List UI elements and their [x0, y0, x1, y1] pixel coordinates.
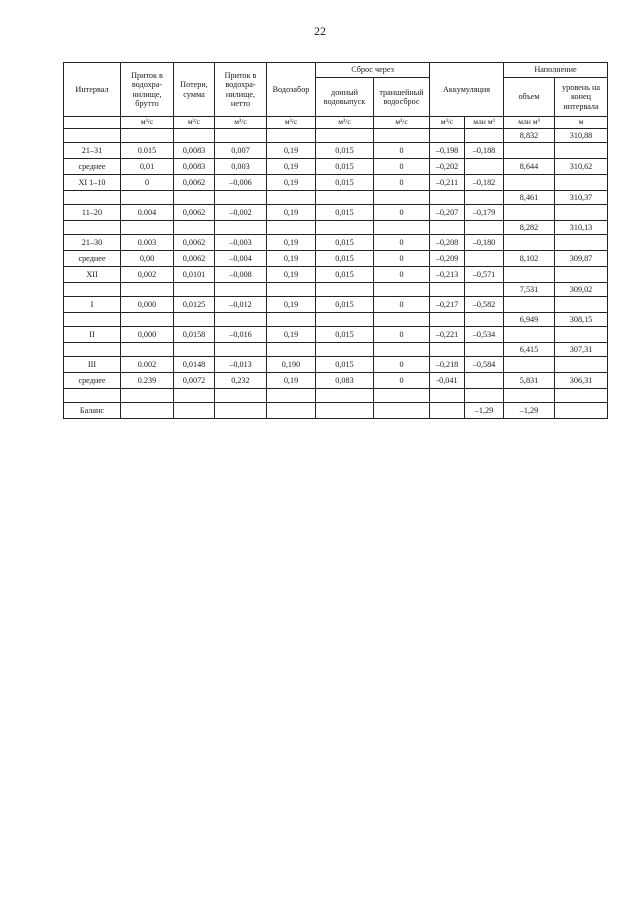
header-volume: объем — [504, 78, 555, 117]
inflow-gross-cell — [121, 129, 174, 143]
volume-cell: 8,644 — [504, 159, 555, 175]
spillway-cell — [374, 129, 430, 143]
accumulation-flow-cell — [430, 389, 465, 403]
volume-cell — [504, 327, 555, 343]
level-cell — [555, 389, 608, 403]
table-row — [64, 343, 608, 357]
inflow-net-cell: 0,007 — [215, 143, 267, 159]
intake-cell: 0,19 — [267, 143, 316, 159]
inflow-gross-cell: 0,002 — [121, 267, 174, 283]
losses-cell: 0,0125 — [174, 297, 215, 313]
spillway-cell — [374, 403, 430, 419]
bottom-outlet-cell: 0,015 — [316, 143, 374, 159]
losses-cell — [174, 221, 215, 235]
intake-cell: 0,19 — [267, 159, 316, 175]
accumulation-volume-cell: –0,534 — [465, 327, 504, 343]
units-cell: м³/с — [316, 117, 374, 129]
bottom-outlet-cell — [316, 313, 374, 327]
accumulation-flow-cell: –0,213 — [430, 267, 465, 283]
accumulation-volume-cell — [465, 221, 504, 235]
inflow-gross-cell — [121, 343, 174, 357]
spillway-cell — [374, 343, 430, 357]
inflow-net-cell: –0,008 — [215, 267, 267, 283]
table-body — [64, 129, 608, 419]
spillway-cell: 0 — [374, 297, 430, 313]
interval-cell: XII — [64, 267, 121, 283]
level-cell — [555, 205, 608, 221]
bottom-outlet-cell — [316, 221, 374, 235]
accumulation-volume-cell: –0,582 — [465, 297, 504, 313]
accumulation-volume-cell — [465, 313, 504, 327]
accumulation-volume-cell — [465, 343, 504, 357]
interval-cell — [64, 283, 121, 297]
accumulation-volume-cell: –0,179 — [465, 205, 504, 221]
accumulation-flow-cell — [430, 129, 465, 143]
volume-cell: 7,531 — [504, 283, 555, 297]
losses-cell: 0,0101 — [174, 267, 215, 283]
level-cell: 310,13 — [555, 221, 608, 235]
volume-cell — [504, 205, 555, 221]
bottom-outlet-cell: 0,015 — [316, 357, 374, 373]
bottom-outlet-cell: 0,015 — [316, 251, 374, 267]
accumulation-flow-cell — [430, 283, 465, 297]
table-row — [64, 357, 608, 373]
header-trench-spillway: траншейный водосброс — [374, 78, 430, 117]
units-cell: м³/с — [174, 117, 215, 129]
reservoir-balance-table — [63, 62, 608, 419]
intake-cell — [267, 403, 316, 419]
losses-cell — [174, 283, 215, 297]
interval-cell — [64, 343, 121, 357]
intake-cell: 0,19 — [267, 251, 316, 267]
bottom-outlet-cell: 0,015 — [316, 175, 374, 191]
interval-cell: XI 1–10 — [64, 175, 121, 191]
table-row — [64, 205, 608, 221]
interval-cell — [64, 313, 121, 327]
inflow-net-cell: –0,013 — [215, 357, 267, 373]
volume-cell — [504, 235, 555, 251]
inflow-gross-cell: 0.239 — [121, 373, 174, 389]
inflow-gross-cell — [121, 313, 174, 327]
header-intake: Водозабор — [267, 63, 316, 117]
volume-cell: 5,831 — [504, 373, 555, 389]
intake-cell: 0,19 — [267, 297, 316, 313]
inflow-net-cell — [215, 343, 267, 357]
level-cell: 309,87 — [555, 251, 608, 267]
level-cell: 306,31 — [555, 373, 608, 389]
losses-cell: 0,0083 — [174, 159, 215, 175]
spillway-cell: 0 — [374, 267, 430, 283]
inflow-gross-cell: 0.002 — [121, 357, 174, 373]
accumulation-volume-cell: –0,180 — [465, 235, 504, 251]
losses-cell: 0,0062 — [174, 251, 215, 267]
volume-cell — [504, 175, 555, 191]
bottom-outlet-cell — [316, 191, 374, 205]
table-row — [64, 175, 608, 191]
spillway-cell — [374, 221, 430, 235]
losses-cell: 0,0062 — [174, 175, 215, 191]
inflow-gross-cell — [121, 221, 174, 235]
units-cell: млн м³ — [465, 117, 504, 129]
bottom-outlet-cell: 0,015 — [316, 159, 374, 175]
interval-cell — [64, 191, 121, 205]
volume-cell — [504, 143, 555, 159]
volume-cell — [504, 297, 555, 313]
accumulation-volume-cell — [465, 389, 504, 403]
spillway-cell — [374, 389, 430, 403]
intake-cell — [267, 313, 316, 327]
accumulation-volume-cell: –0,182 — [465, 175, 504, 191]
inflow-gross-cell: 0,000 — [121, 297, 174, 313]
accumulation-flow-cell: -0,041 — [430, 373, 465, 389]
losses-cell: 0,0062 — [174, 235, 215, 251]
balance-row — [64, 403, 608, 419]
volume-cell: –1,29 — [504, 403, 555, 419]
table-row — [64, 221, 608, 235]
volume-cell — [504, 357, 555, 373]
losses-cell: 0,0148 — [174, 357, 215, 373]
accumulation-volume-cell — [465, 251, 504, 267]
bottom-outlet-cell — [316, 403, 374, 419]
inflow-gross-cell: 0,00 — [121, 251, 174, 267]
level-cell — [555, 403, 608, 419]
spillway-cell: 0 — [374, 159, 430, 175]
level-cell: 310,88 — [555, 129, 608, 143]
accumulation-flow-cell — [430, 221, 465, 235]
bottom-outlet-cell — [316, 389, 374, 403]
losses-cell — [174, 389, 215, 403]
header-discharge-group: Сброс через — [316, 63, 430, 78]
bottom-outlet-cell: 0,015 — [316, 235, 374, 251]
accumulation-flow-cell — [430, 403, 465, 419]
accumulation-volume-cell: –0,571 — [465, 267, 504, 283]
level-cell — [555, 267, 608, 283]
intake-cell: 0,190 — [267, 357, 316, 373]
accumulation-volume-cell: –1,29 — [465, 403, 504, 419]
spillway-cell — [374, 283, 430, 297]
bottom-outlet-cell: 0,015 — [316, 205, 374, 221]
accumulation-volume-cell — [465, 129, 504, 143]
level-cell: 310,62 — [555, 159, 608, 175]
losses-cell: 0,0062 — [174, 205, 215, 221]
interval-cell — [64, 129, 121, 143]
inflow-gross-cell: 0 — [121, 175, 174, 191]
level-cell — [555, 175, 608, 191]
units-cell-empty — [64, 117, 121, 129]
volume-cell: 8,832 — [504, 129, 555, 143]
interval-cell — [64, 389, 121, 403]
spillway-cell: 0 — [374, 373, 430, 389]
header-accumulation: Аккумуляция — [430, 63, 504, 117]
units-cell: млн м³ — [504, 117, 555, 129]
intake-cell: 0,19 — [267, 373, 316, 389]
header-inflow-gross: Приток в водохра-нилище, брутто — [121, 63, 174, 117]
table-row — [64, 267, 608, 283]
inflow-gross-cell: 0.004 — [121, 205, 174, 221]
inflow-net-cell — [215, 283, 267, 297]
inflow-net-cell: 0,003 — [215, 159, 267, 175]
level-cell — [555, 297, 608, 313]
losses-cell — [174, 313, 215, 327]
volume-cell: 8,102 — [504, 251, 555, 267]
page-number: 22 — [314, 24, 326, 38]
table-row — [64, 143, 608, 159]
interval-cell: 11–20 — [64, 205, 121, 221]
losses-cell — [174, 343, 215, 357]
interval-cell: 21–30 — [64, 235, 121, 251]
accumulation-volume-cell — [465, 283, 504, 297]
inflow-net-cell: –0,012 — [215, 297, 267, 313]
bottom-outlet-cell: 0,015 — [316, 297, 374, 313]
inflow-gross-cell: 0.003 — [121, 235, 174, 251]
intake-cell: 0,19 — [267, 205, 316, 221]
volume-cell: 8,461 — [504, 191, 555, 205]
header-level-end: уровень на конец интервала — [555, 78, 608, 117]
spillway-cell: 0 — [374, 143, 430, 159]
inflow-gross-cell — [121, 283, 174, 297]
spillway-cell: 0 — [374, 251, 430, 267]
inflow-gross-cell: 0.015 — [121, 143, 174, 159]
losses-cell: 0,0158 — [174, 327, 215, 343]
units-cell: м³/с — [215, 117, 267, 129]
volume-cell: 6,949 — [504, 313, 555, 327]
interval-cell: I — [64, 297, 121, 313]
interval-cell: 21–31 — [64, 143, 121, 159]
level-cell — [555, 327, 608, 343]
header-losses: Потери, сумма — [174, 63, 215, 117]
bottom-outlet-cell — [316, 283, 374, 297]
inflow-net-cell: –0,004 — [215, 251, 267, 267]
inflow-net-cell: –0,006 — [215, 175, 267, 191]
interval-cell: II — [64, 327, 121, 343]
spillway-cell — [374, 191, 430, 205]
inflow-gross-cell — [121, 389, 174, 403]
level-cell — [555, 357, 608, 373]
units-cell: м³/с — [267, 117, 316, 129]
inflow-gross-cell — [121, 191, 174, 205]
spillway-cell: 0 — [374, 205, 430, 221]
header-bottom-outlet: донный водовыпуск — [316, 78, 374, 117]
intake-cell — [267, 343, 316, 357]
volume-cell — [504, 389, 555, 403]
inflow-gross-cell: 0,01 — [121, 159, 174, 175]
accumulation-volume-cell: –0,584 — [465, 357, 504, 373]
volume-cell: 8,282 — [504, 221, 555, 235]
header-inflow-net: Приток в водохра-нилище, нетто — [215, 63, 267, 117]
spillway-cell: 0 — [374, 357, 430, 373]
inflow-net-cell: 0,232 — [215, 373, 267, 389]
table-row — [64, 191, 608, 205]
level-cell — [555, 235, 608, 251]
accumulation-volume-cell — [465, 159, 504, 175]
accumulation-flow-cell — [430, 313, 465, 327]
units-cell: м — [555, 117, 608, 129]
level-cell: 309,02 — [555, 283, 608, 297]
inflow-net-cell — [215, 221, 267, 235]
inflow-net-cell — [215, 191, 267, 205]
spillway-cell: 0 — [374, 235, 430, 251]
intake-cell — [267, 221, 316, 235]
interval-cell: среднее — [64, 159, 121, 175]
losses-cell: 0,0072 — [174, 373, 215, 389]
interval-cell: III — [64, 357, 121, 373]
accumulation-flow-cell — [430, 191, 465, 205]
accumulation-flow-cell: –0,211 — [430, 175, 465, 191]
intake-cell: 0,19 — [267, 175, 316, 191]
inflow-gross-cell — [121, 403, 174, 419]
inflow-gross-cell: 0,000 — [121, 327, 174, 343]
table-row — [64, 327, 608, 343]
volume-cell: 6,415 — [504, 343, 555, 357]
interval-cell: Баланс — [64, 403, 121, 419]
table-row — [64, 373, 608, 389]
units-cell: м³/с — [430, 117, 465, 129]
interval-cell: среднее — [64, 251, 121, 267]
level-cell: 307,31 — [555, 343, 608, 357]
inflow-net-cell: –0,002 — [215, 205, 267, 221]
bottom-outlet-cell — [316, 343, 374, 357]
spillway-cell — [374, 313, 430, 327]
header-filling-group: Наполнение — [504, 63, 608, 78]
intake-cell — [267, 283, 316, 297]
accumulation-flow-cell: –0,202 — [430, 159, 465, 175]
units-cell: м³/с — [374, 117, 430, 129]
bottom-outlet-cell: 0,083 — [316, 373, 374, 389]
table-row — [64, 129, 608, 143]
losses-cell — [174, 403, 215, 419]
table-row — [64, 389, 608, 403]
accumulation-flow-cell: –0,198 — [430, 143, 465, 159]
accumulation-volume-cell — [465, 373, 504, 389]
table-row — [64, 313, 608, 327]
table-row — [64, 235, 608, 251]
intake-cell — [267, 191, 316, 205]
accumulation-flow-cell: –0,218 — [430, 357, 465, 373]
bottom-outlet-cell — [316, 129, 374, 143]
spillway-cell: 0 — [374, 327, 430, 343]
inflow-net-cell — [215, 403, 267, 419]
units-cell: м³/с — [121, 117, 174, 129]
inflow-net-cell: –0,003 — [215, 235, 267, 251]
inflow-net-cell — [215, 129, 267, 143]
table-row — [64, 159, 608, 175]
losses-cell: 0,0083 — [174, 143, 215, 159]
accumulation-flow-cell — [430, 343, 465, 357]
accumulation-flow-cell: –0,207 — [430, 205, 465, 221]
level-cell — [555, 143, 608, 159]
accumulation-flow-cell: –0,209 — [430, 251, 465, 267]
level-cell: 308,15 — [555, 313, 608, 327]
intake-cell — [267, 389, 316, 403]
losses-cell — [174, 191, 215, 205]
accumulation-flow-cell: –0,221 — [430, 327, 465, 343]
inflow-net-cell — [215, 389, 267, 403]
interval-cell: среднее — [64, 373, 121, 389]
accumulation-volume-cell: –0,188 — [465, 143, 504, 159]
spillway-cell: 0 — [374, 175, 430, 191]
volume-cell — [504, 267, 555, 283]
bottom-outlet-cell: 0,015 — [316, 267, 374, 283]
intake-cell: 0,19 — [267, 235, 316, 251]
accumulation-flow-cell: –0,217 — [430, 297, 465, 313]
table-row — [64, 283, 608, 297]
intake-cell: 0,19 — [267, 267, 316, 283]
intake-cell: 0,19 — [267, 327, 316, 343]
accumulation-volume-cell — [465, 191, 504, 205]
table-row — [64, 251, 608, 267]
accumulation-flow-cell: –0,208 — [430, 235, 465, 251]
header-interval: Интервал — [64, 63, 121, 117]
inflow-net-cell: –0,016 — [215, 327, 267, 343]
bottom-outlet-cell: 0,015 — [316, 327, 374, 343]
level-cell: 310,37 — [555, 191, 608, 205]
losses-cell — [174, 129, 215, 143]
intake-cell — [267, 129, 316, 143]
interval-cell — [64, 221, 121, 235]
table-row — [64, 297, 608, 313]
inflow-net-cell — [215, 313, 267, 327]
